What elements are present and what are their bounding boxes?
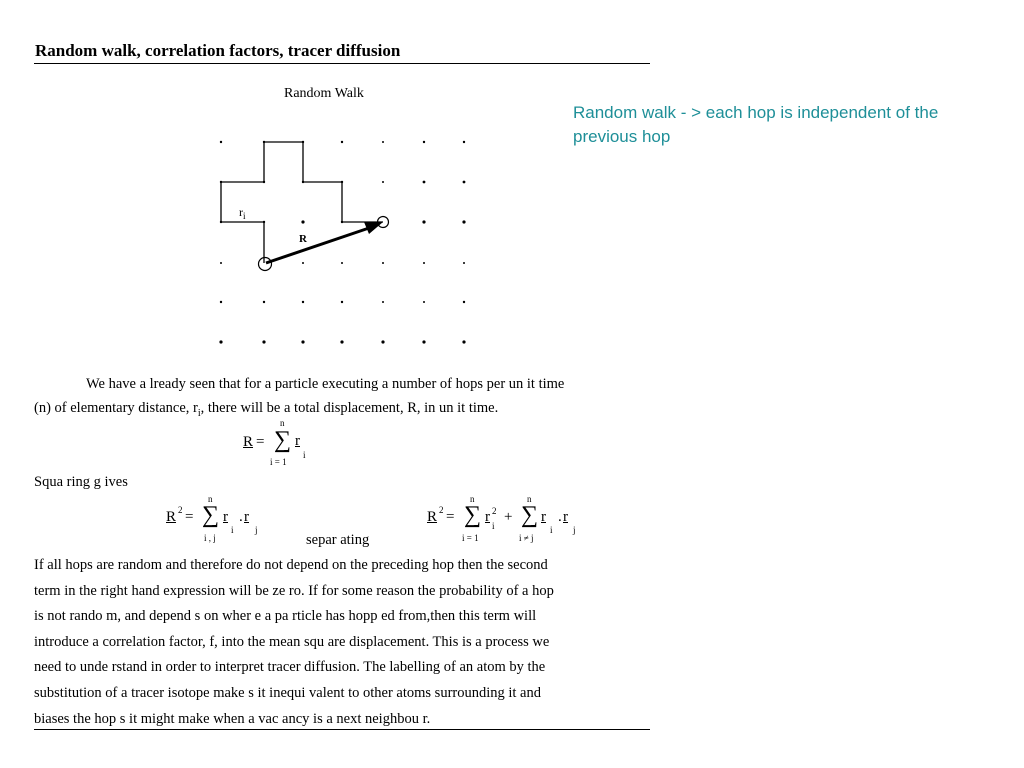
eq2-term1: r <box>223 509 228 525</box>
body-line: If all hops are random and therefore do not depend on the preceding hop then the second <box>34 557 548 573</box>
eq3-term2: r <box>541 509 546 525</box>
body-line: term in the right hand expression will be ze ro. If for some reason the probability of a hop <box>34 582 554 599</box>
sum-symbol: ∑ <box>521 502 539 528</box>
sum-symbol: ∑ <box>464 502 482 528</box>
start-site-marker <box>259 258 272 271</box>
eq3-lower-limit-2: i ≠ j <box>519 533 534 543</box>
eq2-dot: . <box>239 509 243 525</box>
body-line: substitution of a tracer isotope make s it inequi valent to other atoms surrounding it and <box>34 684 541 701</box>
hop-vector-label: $r_i$ <box>239 205 246 221</box>
displacement-label: R <box>299 233 307 245</box>
eq2-equals: = <box>185 509 194 525</box>
sum-symbol: ∑ <box>202 502 220 528</box>
title-underline <box>34 63 650 64</box>
eq3-plus: + <box>504 509 513 525</box>
displacement-arrow <box>266 227 372 263</box>
eq1-lower-limit: i = 1 <box>270 457 287 467</box>
bottom-rule <box>34 729 650 730</box>
eq2-term2: r <box>244 509 249 525</box>
squaring-label: Squa ring g ives <box>34 474 128 490</box>
eq1-upper-limit: n <box>280 418 285 428</box>
eq3-term3: r <box>563 509 568 525</box>
eq1-equals: = <box>256 434 265 450</box>
side-note: Random walk - > each hop is independent of the previous hop <box>573 103 939 146</box>
body-line: need to unde rstand in order to interpret tracer diffusion. The labelling of an atom by the <box>34 659 546 676</box>
sum-symbol: ∑ <box>274 427 292 453</box>
displacement-arrowhead <box>364 222 383 234</box>
eq2-lhs: R <box>166 509 177 525</box>
figure-title: Random Walk <box>284 86 364 101</box>
eq3-lower-limit-1: i = 1 <box>462 533 479 543</box>
random-walk-diagram <box>200 120 480 355</box>
eq2-lhs-sup: 2 <box>178 505 183 515</box>
body-paragraph <box>34 553 650 732</box>
eq2-sub1: i <box>231 525 234 535</box>
eq3-sub2: i <box>550 525 553 535</box>
eq1-term-sub: i <box>303 450 306 460</box>
intro-paragraph <box>34 372 650 426</box>
eq2-lower-limit: i , j <box>204 533 216 543</box>
slide-title: Random walk, correlation factors, tracer diffusion <box>35 41 401 60</box>
lattice-dots <box>219 141 465 344</box>
eq2-sub2: j <box>255 525 258 535</box>
eq3-upper-limit-2: n <box>527 494 532 504</box>
eq3-lhs: R <box>427 509 438 525</box>
eq2-upper-limit: n <box>208 494 213 504</box>
intro-line-1: We have a lready seen that for a particle executing a number of hops per un it time <box>86 376 565 392</box>
eq3-term1: r <box>485 509 490 525</box>
eq3-dot: . <box>558 509 562 525</box>
eq3-lhs-sup: 2 <box>439 505 444 515</box>
eq1-term: r <box>295 433 300 449</box>
body-line: introduce a correlation factor, f, into the mean squ are displacement. This is a process we <box>34 633 550 650</box>
intro-line-2: (n) of elementary distance, $r_i$, there will be a total displacement, R, in un it time. <box>34 400 499 419</box>
separating-label: separ ating <box>306 532 370 548</box>
body-line: is not rando m, and depend s on wher e a pa rticle has hopp ed from,then this term will <box>34 608 537 625</box>
eq1-lhs: R <box>243 434 254 450</box>
eq3-upper-limit-1: n <box>470 494 475 504</box>
eq3-sub3: j <box>573 525 576 535</box>
body-line: biases the hop s it might make when a vac ancy is a next neighbou r. <box>34 710 431 727</box>
eq3-term1-sup: 2 <box>492 506 497 516</box>
eq3-equals: = <box>446 509 455 525</box>
eq3-term1-sub: i <box>492 521 495 531</box>
